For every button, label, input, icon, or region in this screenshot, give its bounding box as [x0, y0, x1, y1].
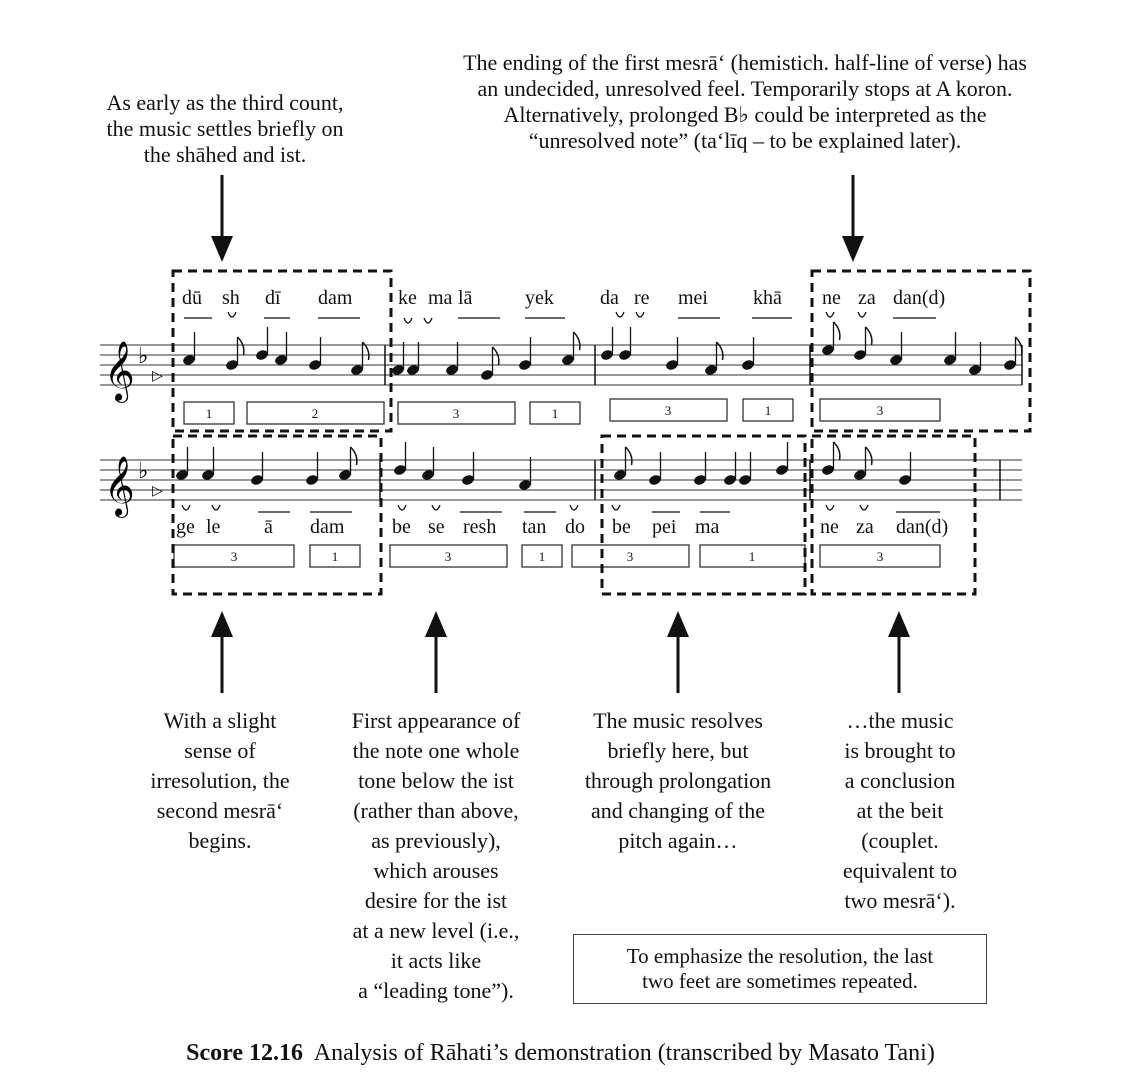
syllable: re: [634, 287, 650, 309]
syllable: resh: [463, 516, 497, 538]
count-label: 3: [444, 549, 452, 564]
syllable: ne: [822, 287, 841, 309]
count-boxes-row-2: [174, 545, 940, 567]
syllable: pei: [652, 516, 677, 538]
note-flag: [834, 322, 840, 340]
annotation-line: With a slight: [163, 708, 277, 733]
annotation-line: a conclusion: [844, 768, 956, 793]
syllable: dū: [182, 287, 202, 309]
annotation-line: two mesrā‘).: [844, 888, 956, 913]
annotation-line: at a new level (i.e.,: [352, 918, 520, 943]
annotation-line: irresolution, the: [150, 768, 290, 793]
annotation-line: it acts like: [390, 948, 482, 973]
syllable: be: [612, 516, 631, 538]
koron-sign-icon: ▷: [152, 368, 163, 384]
note-flag: [866, 327, 872, 345]
annotation-line: briefly here, but: [607, 738, 749, 763]
syllable: za: [858, 287, 876, 309]
syllable: dam: [310, 516, 345, 538]
caption-label: Score 12.16: [186, 1040, 304, 1066]
syllable: ā: [264, 516, 273, 538]
count-label: 3: [230, 549, 238, 564]
notes-row-1: [182, 322, 1022, 381]
note-flag: [238, 337, 244, 355]
syllable: tan: [522, 516, 547, 538]
annotation-line: The ending of the first mesrā‘ (hemistich. half-line of verse) has: [463, 50, 1027, 75]
annotation-line: is brought to: [844, 738, 956, 763]
count-labels-row-2: [231, 549, 884, 564]
count-label: 3: [876, 403, 884, 418]
syllable: ke: [398, 287, 417, 309]
syllable: be: [392, 516, 411, 538]
arrow-down-1: [211, 175, 233, 262]
count-label: 2: [311, 406, 319, 421]
annotation-line: through prolongation: [584, 768, 772, 793]
annotation-line: desire for the ist: [364, 888, 508, 913]
arrow-up-2: [425, 611, 447, 693]
syllable: ma: [695, 516, 720, 538]
count-boxes-row-1: [184, 399, 940, 424]
annotation-line: the note one whole: [352, 738, 520, 763]
annotation-line: the music settles briefly on: [106, 116, 344, 141]
count-label: 1: [538, 549, 546, 564]
annotation-line: The music resolves: [593, 708, 763, 733]
syllable: yek: [525, 287, 554, 309]
annotation-line: the shāhed and ist.: [143, 142, 307, 167]
annotation-line: tone below the ist: [358, 768, 514, 793]
syllable: khā: [753, 287, 782, 309]
annotation-line: First appearance of: [351, 708, 521, 733]
syllable: se: [428, 516, 445, 538]
flat-sign-icon: ♭: [138, 344, 149, 369]
note-line: To emphasize the resolution, the last: [626, 944, 934, 968]
annotation-bottom-4: [810, 706, 990, 916]
syllable: mei: [678, 287, 708, 309]
syllables-row-2: [176, 516, 948, 538]
staff-row-1: [100, 345, 1022, 385]
annotation-line: as previously),: [371, 828, 501, 853]
syllables-row-1: [182, 287, 945, 309]
syllable: le: [206, 516, 221, 538]
staff-row-2: [100, 460, 1022, 500]
note-flag: [626, 447, 632, 465]
annotation-bottom-2: [326, 706, 546, 1006]
syllable: ne: [820, 516, 839, 538]
count-label: 1: [551, 406, 559, 421]
count-label: 1: [205, 406, 213, 421]
syllable: ge: [176, 516, 195, 538]
note-flag: [351, 447, 357, 465]
syllable: dī: [265, 287, 281, 309]
annotation-line: second mesrā‘: [156, 798, 284, 823]
annotation-line: pitch again…: [618, 828, 738, 853]
annotation-line: (rather than above,: [353, 798, 519, 823]
count-labels-row-1: [206, 403, 884, 421]
syllable: sh: [222, 287, 240, 309]
note-line: two feet are sometimes repeated.: [642, 969, 918, 993]
metric-marks-row-2: [182, 505, 940, 512]
annotation-line: at the beit: [856, 798, 944, 823]
annotation-line: begins.: [188, 828, 252, 853]
figure-caption: [0, 1040, 1121, 1067]
notes-row-2: [175, 442, 912, 491]
annotation-bottom-3: [560, 706, 796, 856]
annotation-line: a “leading tone”).: [358, 978, 514, 1003]
annotation-line: an undecided, unresolved feel. Temporarily stops at A koron.: [477, 76, 1013, 101]
note-flag: [1016, 337, 1022, 355]
arrow-up-4: [888, 611, 910, 693]
syllable: za: [856, 516, 874, 538]
syllable: lā: [458, 287, 473, 309]
caption-text: Analysis of Rāhati’s demonstration (transcribed by Masato Tani): [313, 1040, 935, 1066]
note-flag: [834, 442, 840, 460]
note-flag: [493, 347, 499, 365]
syllable: dam: [318, 287, 353, 309]
note-flag: [866, 447, 872, 465]
repeat-note-box: [573, 934, 987, 1004]
koron-sign-icon: ▷: [152, 483, 163, 499]
annotation-line: sense of: [184, 738, 256, 763]
count-label: 3: [452, 406, 460, 421]
annotation-line: equivalent to: [842, 858, 958, 883]
syllable: do: [565, 516, 585, 538]
flat-sign-icon: ♭: [138, 459, 149, 484]
treble-clef-icon: 𝄞: [104, 341, 135, 401]
count-label: 3: [626, 549, 634, 564]
treble-clef-icon: 𝄞: [104, 456, 135, 516]
metric-marks-row-1: [184, 312, 936, 323]
syllable: dan(d): [896, 516, 949, 538]
syllable: dan(d): [893, 287, 946, 309]
count-label: 1: [748, 549, 756, 564]
syllable: ma: [428, 287, 453, 309]
count-label: 3: [876, 549, 884, 564]
arrow-up-1: [211, 611, 233, 693]
annotation-line: “unresolved note” (ta‘līq – to be explained later).: [528, 128, 962, 153]
annotation-line: …the music: [846, 708, 954, 733]
annotation-line: and changing of the: [590, 798, 766, 823]
annotation-bottom-1: [120, 706, 320, 856]
annotation-top-right: [390, 50, 1100, 154]
arrow-down-2: [842, 175, 864, 262]
syllable: da: [600, 287, 619, 309]
annotation-line: Alternatively, prolonged B♭ could be interpreted as the: [503, 102, 987, 127]
count-label: 1: [331, 549, 339, 564]
annotation-top-left: [40, 90, 410, 168]
annotation-line: As early as the third count,: [106, 90, 344, 115]
annotation-line: which arouses: [373, 858, 499, 883]
annotation-line: (couplet.: [861, 828, 939, 853]
note-flag: [574, 332, 580, 350]
arrow-up-3: [667, 611, 689, 693]
count-label: 1: [764, 403, 772, 418]
count-label: 3: [664, 403, 672, 418]
